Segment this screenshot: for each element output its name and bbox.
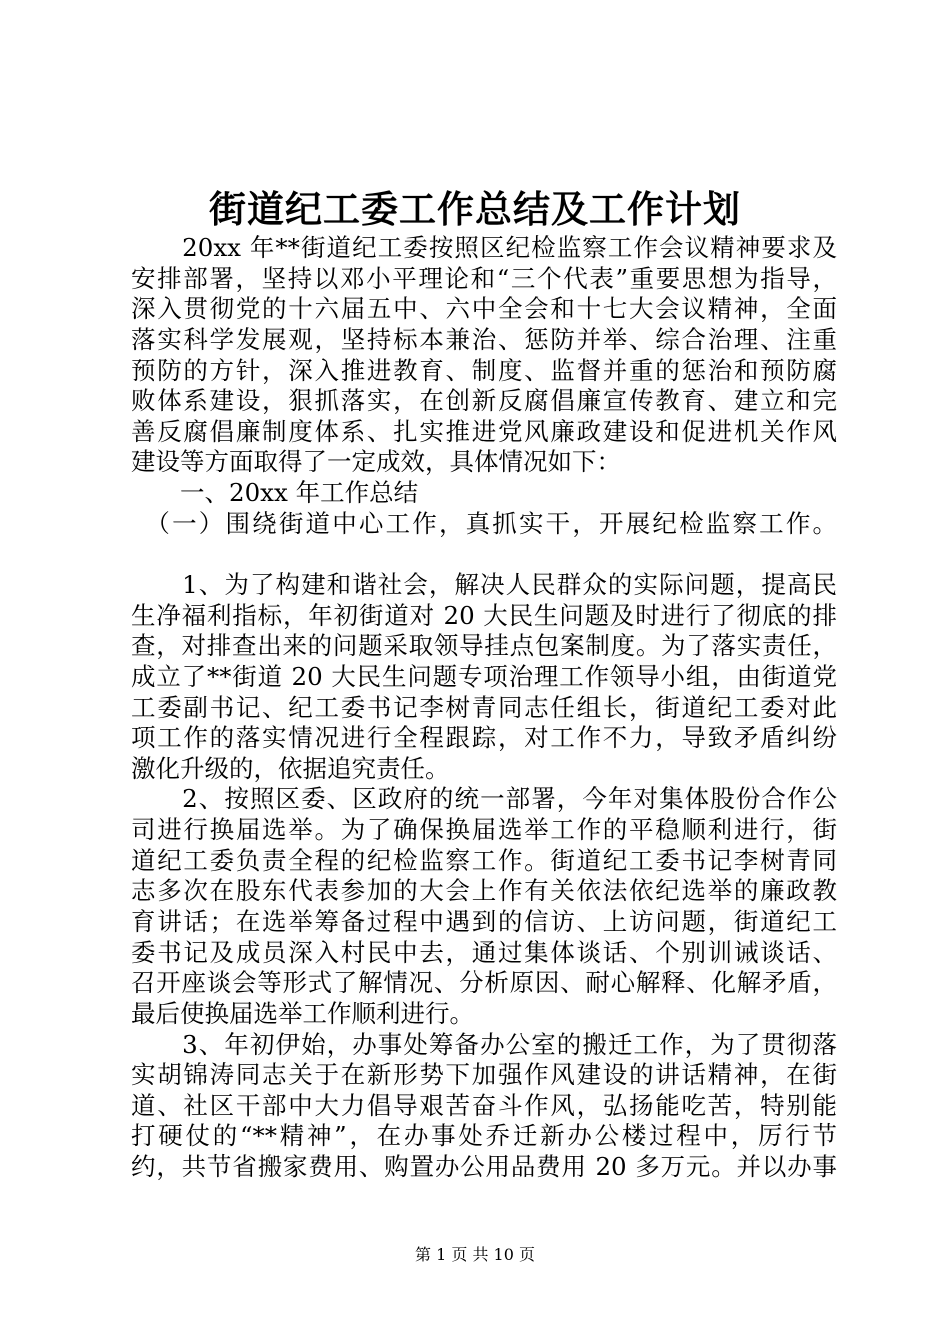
body-line: 司进行换届选举。为了确保换届选举工作的平稳顺利进行，街 — [131, 815, 837, 844]
page-number-footer: 第 1 页 共 10 页 — [415, 1245, 535, 1264]
body-line: 约，共节省搬家费用、购置办公用品费用 20 多万元。并以办事 — [131, 1152, 837, 1181]
body-line: 查，对排查出来的问题采取领导挂点包案制度。为了落实责任， — [131, 631, 837, 661]
body-line: 2、按照区委、区政府的统一部署，今年对集体股份合作公 — [131, 784, 837, 814]
body-line: 预防的方针，深入推进教育、制度、监督并重的惩治和预防腐 — [131, 355, 837, 385]
body-line: 1、为了构建和谐社会，解决人民群众的实际问题，提高民 — [131, 570, 837, 599]
body-line: 激化升级的，依据追究责任。 — [131, 753, 450, 783]
body-line: 建设等方面取得了一定成效，具体情况如下： — [131, 447, 621, 477]
body-line: 安排部署，坚持以邓小平理论和“三个代表”重要思想为指导， — [131, 263, 837, 293]
body-line: 善反腐倡廉制度体系、扎实推进党风廉政建设和促进机关作风 — [131, 416, 837, 446]
body-line: 3、年初伊始，办事处筹备办公室的搬迁工作，为了贯彻落 — [131, 1029, 837, 1059]
body-line: 实胡锦涛同志关于在新形势下加强作风建设的讲话精神，在街 — [131, 1060, 837, 1090]
blank-line — [131, 539, 837, 570]
body-line: 20xx 年**街道纪工委按照区纪检监察工作会议精神要求及 — [131, 233, 837, 262]
body-line: 成立了**街道 20 大民生问题专项治理工作领导小组，由街道党 — [131, 661, 837, 691]
body-line: 败体系建设，狠抓落实，在创新反腐倡廉宣传教育、建立和完 — [131, 386, 837, 416]
body-line: 道纪工委负责全程的纪检监察工作。街道纪工委书记李树青同 — [131, 845, 837, 875]
body-line: 委书记及成员深入村民中去，通过集体谈话、个别训诫谈话、 — [131, 937, 837, 967]
body-line: 工委副书记、纪工委书记李树青同志任组长，街道纪工委对此 — [131, 692, 837, 722]
body-line: 落实科学发展观，坚持标本兼治、惩防并举、综合治理、注重 — [131, 324, 837, 354]
body-line: 最后使换届选举工作顺利进行。 — [131, 998, 474, 1028]
body-line: 育讲话；在选举筹备过程中遇到的信访、上访问题，街道纪工 — [131, 906, 837, 936]
body-line: 志多次在股东代表参加的大会上作有关依法依纪选举的廉政教 — [131, 876, 837, 906]
section-heading: 一、20xx 年工作总结 — [131, 478, 419, 508]
body-line: 项工作的落实情况进行全程跟踪，对工作不力，导致矛盾纠纷 — [131, 723, 837, 753]
document-title: 街道纪工委工作总结及工作计划 — [209, 187, 741, 231]
body-line: 召开座谈会等形式了解情况、分析原因、耐心解释、化解矛盾， — [131, 968, 837, 998]
body-line: 生净福利指标，年初街道对 20 大民生问题及时进行了彻底的排 — [131, 600, 837, 630]
subsection-heading: （一）围绕街道中心工作，真抓实干，开展纪检监察工作。 — [131, 508, 837, 538]
body-line: 深入贯彻党的十六届五中、六中全会和十七大会议精神，全面 — [131, 294, 837, 324]
body-line: 打硬仗的“**精神”，在办事处乔迁新办公楼过程中，厉行节 — [131, 1121, 837, 1151]
body-line: 道、社区干部中大力倡导艰苦奋斗作风，弘扬能吃苦，特别能 — [131, 1090, 837, 1120]
